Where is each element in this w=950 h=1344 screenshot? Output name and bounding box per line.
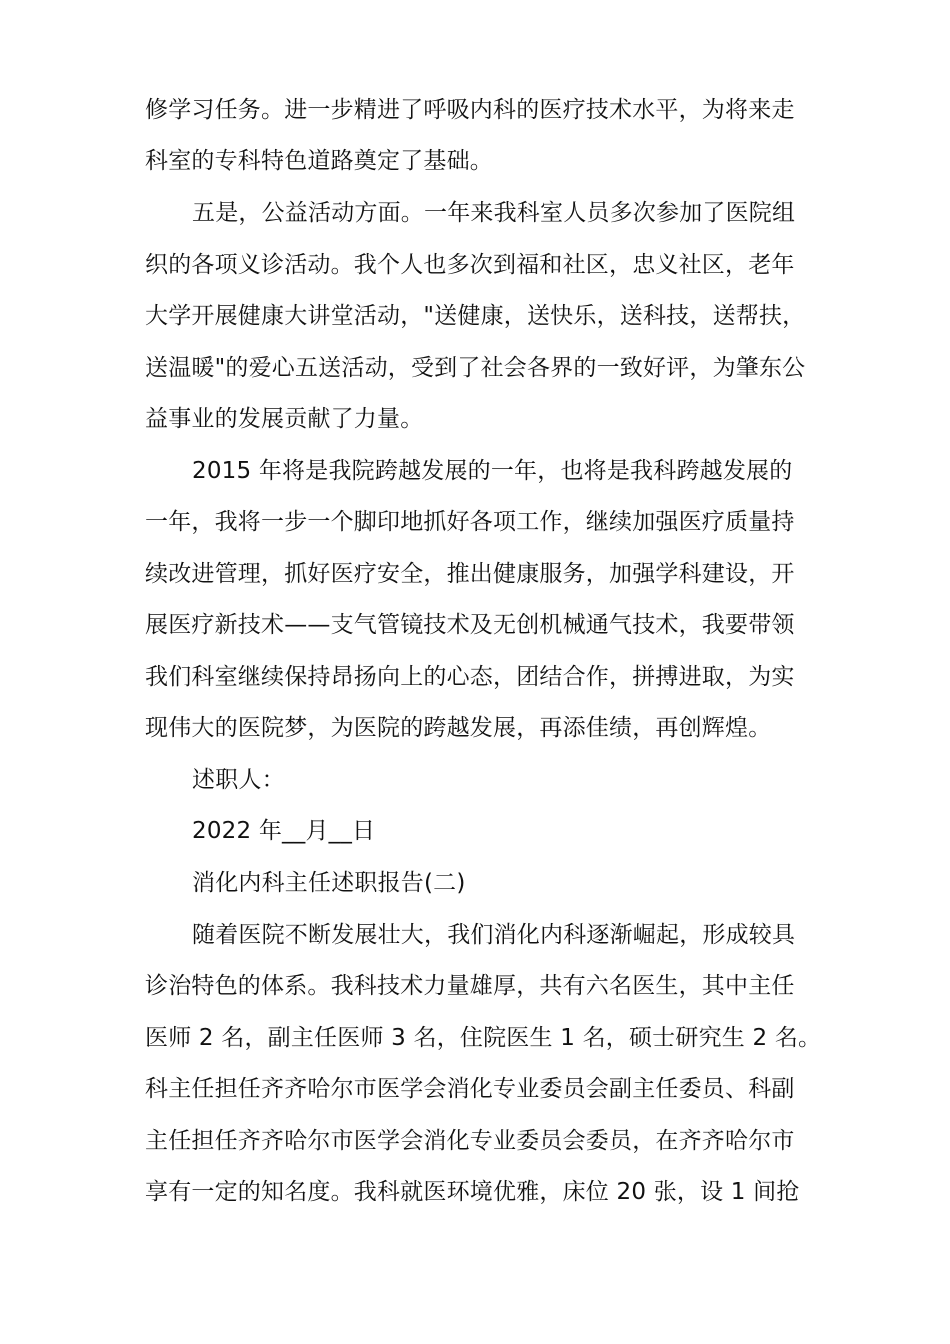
text-line: 现伟大的医院梦，为医院的跨越发展，再添佳绩，再创辉煌。 xyxy=(145,715,772,741)
text-line: 修学习任务。进一步精进了呼吸内科的医疗技术水平，为将来走 xyxy=(145,97,795,123)
text-line: 我们科室继续保持昂扬向上的心态，团结合作，拼搏进取，为实 xyxy=(145,664,795,690)
date-line: 2022 年__月__日 xyxy=(192,818,376,844)
text-line: 诊治特色的体系。我科技术力量雄厚，共有六名医生，其中主任 xyxy=(145,973,795,999)
section-title: 消化内科主任述职报告(二) xyxy=(192,870,466,896)
text-line: 益事业的发展贡献了力量。 xyxy=(145,406,424,432)
text-line: 一年，我将一步一个脚印地抓好各项工作，继续加强医疗质量持 xyxy=(145,509,795,535)
paragraph-start-line: 随着医院不断发展壮大，我们消化内科逐渐崛起，形成较具 xyxy=(192,922,796,948)
text-line: 享有一定的知名度。我科就医环境优雅，床位 20 张，设 1 间抢 xyxy=(145,1179,800,1205)
text-line: 科主任担任齐齐哈尔市医学会消化专业委员会副主任委员、科副 xyxy=(145,1076,795,1102)
text-line: 科室的专科特色道路奠定了基础。 xyxy=(145,148,493,174)
text-line: 主任担任齐齐哈尔市医学会消化专业委员会委员，在齐齐哈尔市 xyxy=(145,1128,795,1154)
signature-label: 述职人： xyxy=(192,767,285,793)
text-line: 医师 2 名，副主任医师 3 名，住院医生 1 名，硕士研究生 2 名。 xyxy=(145,1025,822,1051)
text-line: 大学开展健康大讲堂活动，"送健康，送快乐，送科技，送帮扶， xyxy=(145,303,806,329)
paragraph-start-line: 五是，公益活动方面。一年来我科室人员多次参加了医院组 xyxy=(192,200,796,226)
text-line: 织的各项义诊活动。我个人也多次到福和社区，忠义社区，老年 xyxy=(145,252,795,278)
text-line: 展医疗新技术——支气管镜技术及无创机械通气技术，我要带领 xyxy=(145,612,795,638)
paragraph-start-line: 2015 年将是我院跨越发展的一年，也将是我科跨越发展的 xyxy=(192,458,793,484)
text-line: 续改进管理，抓好医疗安全，推出健康服务，加强学科建设，开 xyxy=(145,561,795,587)
text-line: 送温暖"的爱心五送活动，受到了社会各界的一致好评，为肇东公 xyxy=(145,355,806,381)
